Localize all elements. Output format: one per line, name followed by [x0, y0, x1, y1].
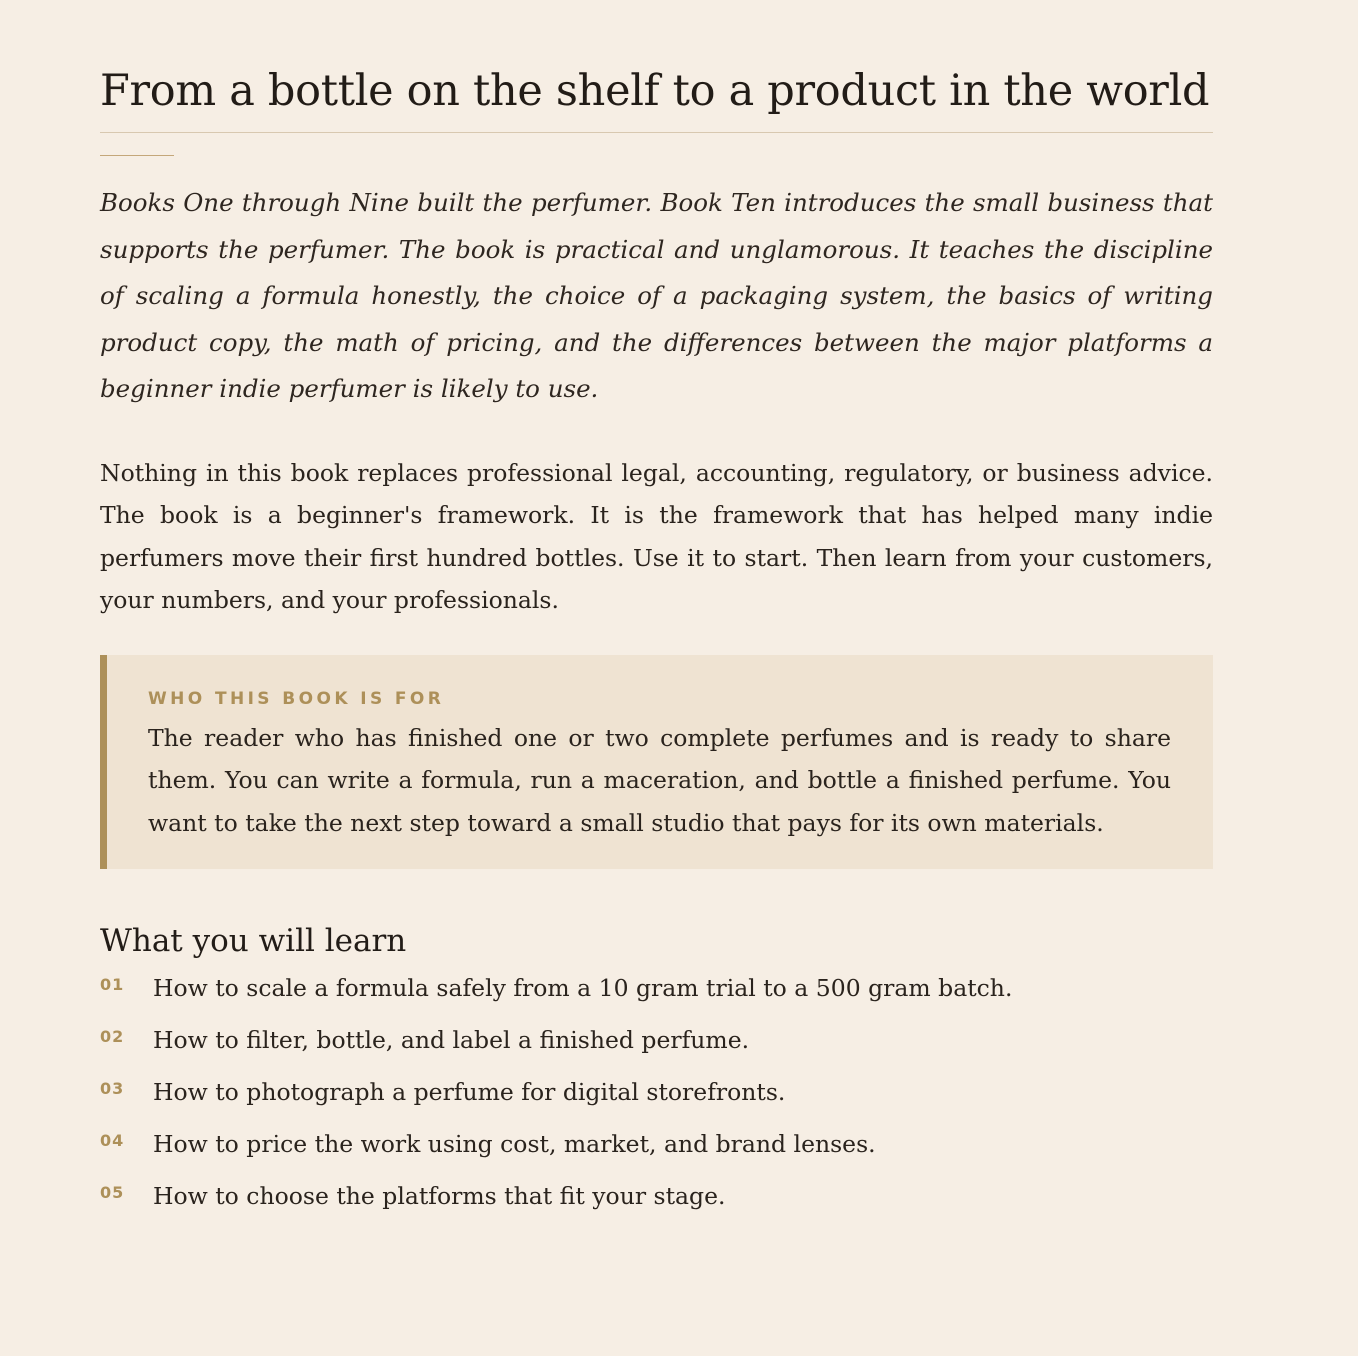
list-item-number: 04 [100, 1131, 125, 1150]
book-intro [100, 0, 1213, 1233]
list-item [100, 1181, 1213, 1233]
callout-label: WHO THIS BOOK IS FOR [148, 688, 445, 709]
disclaimer-paragraph: Nothing in this book replaces professional legal, accounting, regulatory, or business advice. The book is a beginner's framework. It is the framework that has helped many indie perfumers move their first hundred bottles. Use it to start. Then learn from your customers, your numbers, and your professionals. [100, 458, 1213, 614]
list-item-text: How to price the work using cost, market, and brand lenses. [153, 1130, 876, 1158]
learn-heading: What you will learn [100, 923, 407, 959]
page-title: From a bottle on the shelf to a product in the world [100, 0, 1213, 133]
list-item [100, 1025, 1213, 1077]
list-item [100, 1129, 1213, 1181]
callout-text: The reader who has finished one or two complete perfumes and is ready to share them. You can write a formula, run a maceration, and bottle a finished perfume. You want to take the next step toward a small studio that pays for its own materials. [148, 723, 1171, 837]
list-item-number: 02 [100, 1027, 125, 1046]
list-item-text: How to choose the platforms that fit your stage. [153, 1182, 726, 1210]
list-item-number: 03 [100, 1079, 125, 1098]
lede-paragraph: Books One through Nine built the perfumer. Book Ten introduces the small business that supports the perfumer. The book is practical and unglamorous. It teaches the discipline of scaling a formula honestly, the choice of a packaging system, the basics of writing product copy, the math of pricing, and the differences between the major platforms a beginner indie perfumer is likely to use. [100, 188, 1213, 403]
title-accent-rule [100, 155, 174, 156]
list-item-text: How to photograph a perfume for digital storefronts. [153, 1078, 786, 1106]
list-item [100, 1077, 1213, 1129]
learn-list [100, 973, 1213, 1233]
list-item-text: How to scale a formula safely from a 10 gram trial to a 500 gram batch. [153, 974, 1013, 1002]
list-item-number: 05 [100, 1183, 125, 1202]
list-item-text: How to filter, bottle, and label a finished perfume. [153, 1026, 750, 1054]
list-item-number: 01 [100, 975, 125, 994]
audience-callout [100, 655, 1213, 870]
list-item [100, 973, 1213, 1025]
